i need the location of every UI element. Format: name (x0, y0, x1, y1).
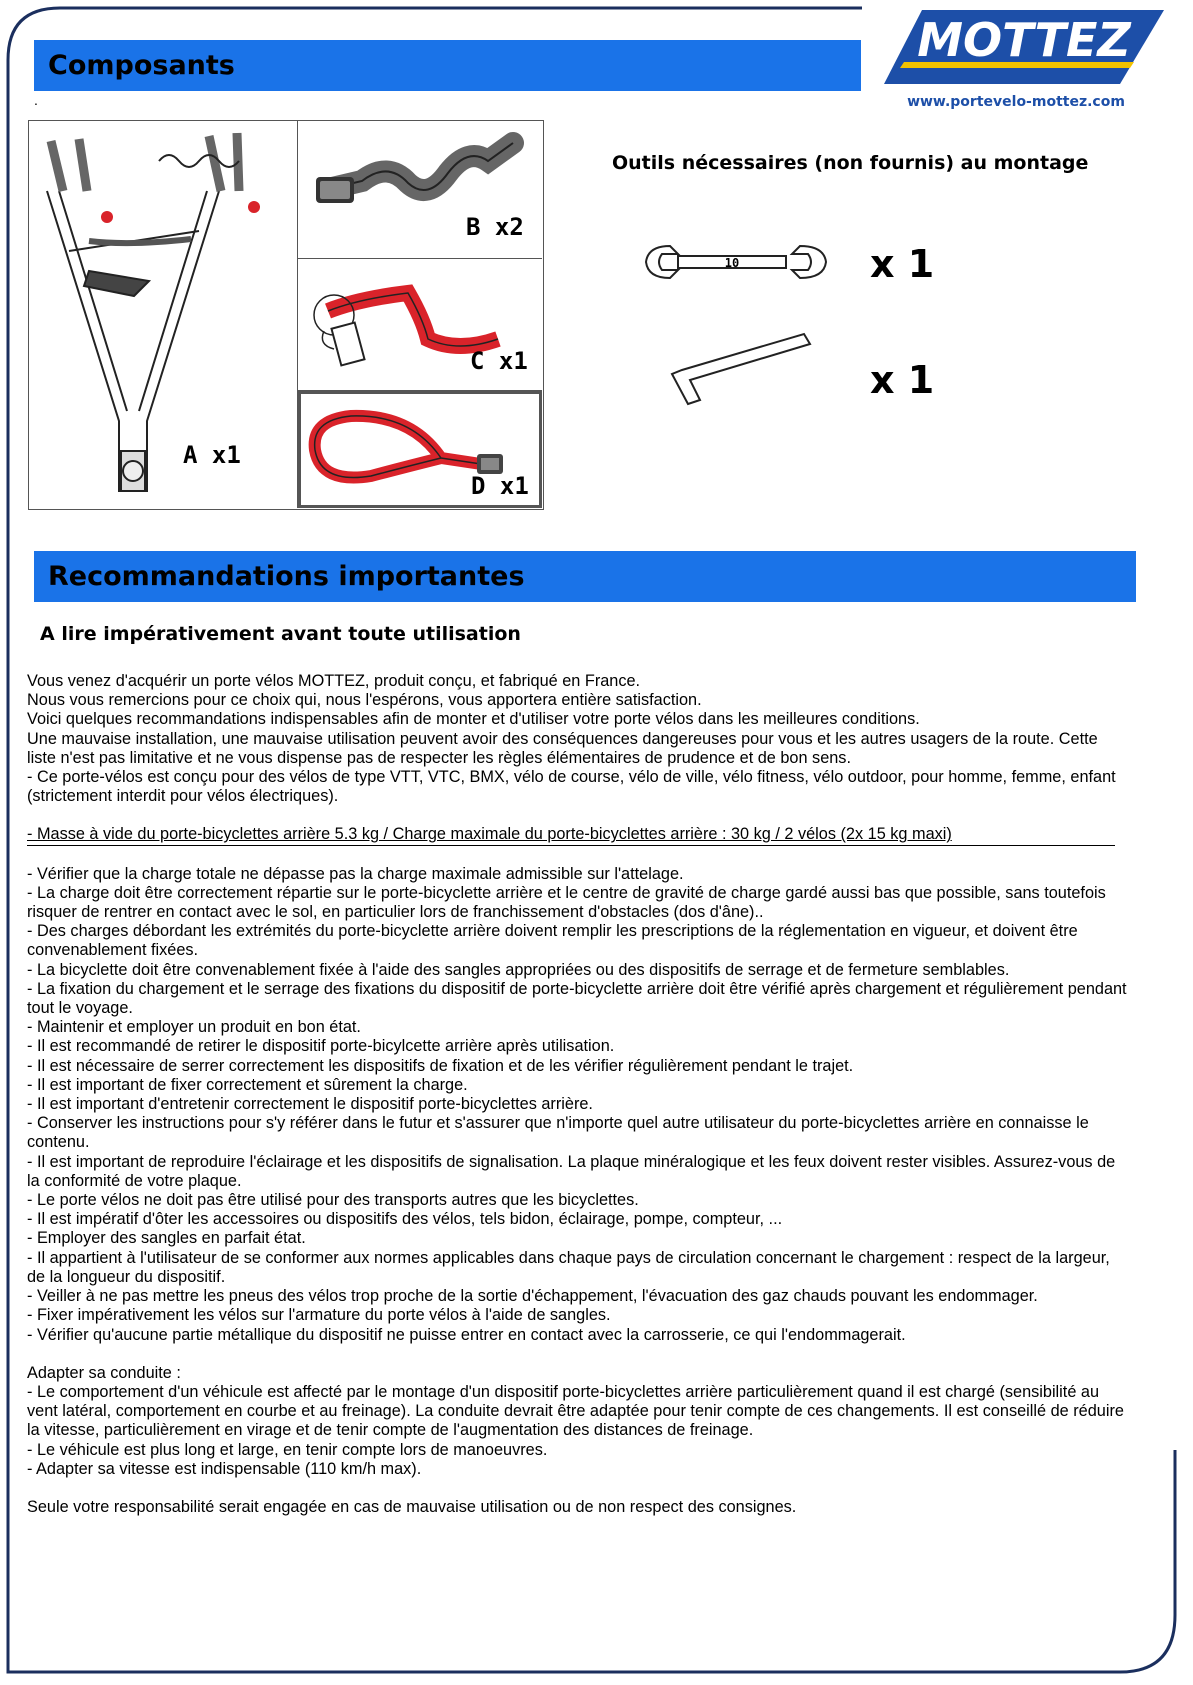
rule-item: - Il est nécessaire de serrer correctement les dispositifs de fixation et de les vérifier régulièrement pendant le trajet. (27, 1056, 854, 1075)
rule-item: - Il est important d'entretenir correctement le dispositif porte-bicyclettes arrière. (27, 1095, 593, 1114)
rule-item: - Conserver les instructions pour s'y référer dans le futur et s'assurer que n'importe quel autre utilisateur du porte-bicyclettes arrière en connaisse le contenu. (27, 1114, 1089, 1152)
mass-note (27, 825, 1115, 845)
logo-wordmark: MOTTEZ (917, 13, 1131, 67)
website-url: www.portevelo-mottez.com (907, 94, 1125, 110)
rule-item: - Le porte vélos ne doit pas être utilisé pour des transports autres que les bicyclettes. (27, 1191, 639, 1210)
rule-item: - Il est important de fixer correctement et sûrement la charge. (27, 1075, 468, 1094)
mottez-logo (884, 6, 1164, 88)
rule-item: - Fixer impérativement les vélos sur l'armature du porte vélos à l'aide de sangles. (27, 1306, 611, 1325)
wrench-quantity: x 1 (870, 242, 935, 286)
tools-title: Outils nécessaires (non fournis) au montage (612, 152, 1089, 174)
part-a-cell (29, 121, 298, 508)
rule-item: - Employer des sangles en parfait état. (27, 1229, 306, 1248)
rule-item: - Vérifier qu'aucune partie métallique du dispositif ne puisse entrer en contact avec la carrosserie, ce qui l'endommagerait. (27, 1325, 906, 1344)
rule-item: - Maintenir et employer un produit en bon état. (27, 1018, 361, 1037)
part-c-label: C x1 (470, 347, 528, 375)
intro-paragraph: Vous venez d'acquérir un porte vélos MOTTEZ, produit conçu, et fabriqué en France. (27, 672, 641, 690)
recommendations-body (27, 672, 1127, 1517)
driving-item: - Le comportement d'un véhicule est affecté par le montage d'un dispositif porte-bicyclettes arrière particulièrement quand il est chargé (sensibilité au vent latéral, comportement en courbe et au freinage). La conduite devrait être adaptée pour tenir compte de ces changements. Il est conseillé de réduire la vitesse, particulièrement en virage et de tenir compte de l'augmentation des distances de freinage. (27, 1382, 1124, 1440)
rule-item: - Il est impératif d'ôter les accessoires ou dispositifs des vélos, tels bidon, éclairage, pompe, compteur, ... (27, 1210, 783, 1229)
rule-item: - Il est important de reproduire l'éclairage et les dispositifs de signalisation. La plaque minéralogique et les feux doivent rester visibles. Assurez-vous de la conformité de votre plaque. (27, 1152, 1116, 1190)
closing-statement: Seule votre responsabilité serait engagée en cas de mauvaise utilisation ou de non respect des consignes. (27, 1497, 797, 1516)
driving-item: - Adapter sa vitesse est indispensable (110 km/h max). (27, 1459, 422, 1478)
rule-item: - Il est recommandé de retirer le dispositif porte-bicylcette arrière après utilisation. (27, 1037, 615, 1056)
wrench-icon (640, 232, 830, 297)
part-b-cell (298, 121, 542, 259)
stray-dot: . (34, 92, 38, 108)
intro-paragraph: Une mauvaise installation, une mauvaise utilisation peuvent avoir des conséquences dangereuses pour vous et les autres usagers de la route. Cette liste n'est pas limitative et ne vous dispense pas de respecter les règles élémentaires de prudence et de bon sens. (27, 729, 1098, 767)
rule-item: - La bicyclette doit être convenablement fixée à l'aide des sangles appropriées ou des dispositifs de serrage et de fermeture semblables. (27, 960, 1010, 979)
part-d-cell (298, 391, 542, 508)
wrench-size-label: 10 (724, 256, 740, 270)
bike-carrier-illustration (29, 121, 298, 508)
driving-item: - Le véhicule est plus long et large, en tenir compte lors de manoeuvres. (27, 1440, 548, 1459)
rule-item: - La charge doit être correctement répartie sur le porte-bicyclette arrière et le centre de gravité de charge gardé aussi bas que possible, sans toutefois risquer de rentrer en contact avec le sol, en particulier lors de franchissement d'obstacles (dos d'âne).. (27, 883, 1106, 922)
rule-item: - Il appartient à l'utilisateur de se conformer aux normes applicables dans chaque pays de circulation concernant le chargement : respect de la largeur, de la longueur du dispositif. (27, 1248, 1110, 1286)
section-title-text: Composants (48, 50, 235, 81)
rule-item: - La fixation du chargement et le serrage des fixations du dispositif de porte-bicyclette arrière doit être vérifié après chargement et régulièrement pendant tout le voyage. (27, 979, 1127, 1018)
part-c-cell (298, 259, 542, 391)
intro-paragraph: Voici quelques recommandations indispensables afin de monter et d'utiliser votre porte vélos dans les meilleures conditions. (27, 710, 920, 729)
intro-paragraph: Nous vous remercions pour ce choix qui, nous l'espérons, vous apportera entière satisfaction. (27, 691, 702, 710)
part-b-label: B x2 (466, 213, 524, 241)
intro-paragraph: - Ce porte-vélos est conçu pour des vélos de type VTT, VTC, BMX, vélo de course, vélo de ville, vélo fitness, vélo outdoor, pour homme, femme, enfant (strictement interdit pour vélos électriques). (27, 768, 1116, 806)
rule-item: - Vérifier que la charge totale ne dépasse pas la charge maximale admissible sur l'attelage. (27, 864, 684, 883)
allen-key-icon (664, 330, 814, 425)
driving-heading: Adapter sa conduite : (27, 1363, 181, 1382)
part-d-label: D x1 (471, 472, 529, 500)
parts-grid (28, 120, 544, 510)
section-subtitle: A lire impérativement avant toute utilisation (40, 623, 521, 645)
rule-item: - Des charges débordant les extrémités du porte-bicyclette arrière doivent remplir les prescriptions de la réglementation en vigueur, et doivent être convenablement fixées. (27, 922, 1078, 960)
part-a-label: A x1 (183, 441, 241, 469)
rule-item: - Veiller à ne pas mettre les pneus des vélos trop proche de la sortie d'échappement, l'évacuation des gaz chauds pouvant les endommager. (27, 1287, 1038, 1306)
section-title-recommandations (34, 551, 1136, 602)
section-title-composants (34, 40, 861, 91)
mass-note-text: - Masse à vide du porte-bicyclettes arrière 5.3 kg / Charge maximale du porte-bicyclettes arrière : 30 kg / 2 vélos (2x 15 kg maxi) (27, 825, 952, 844)
allen-key-quantity: x 1 (870, 358, 935, 402)
section-title-text: Recommandations importantes (48, 561, 525, 592)
